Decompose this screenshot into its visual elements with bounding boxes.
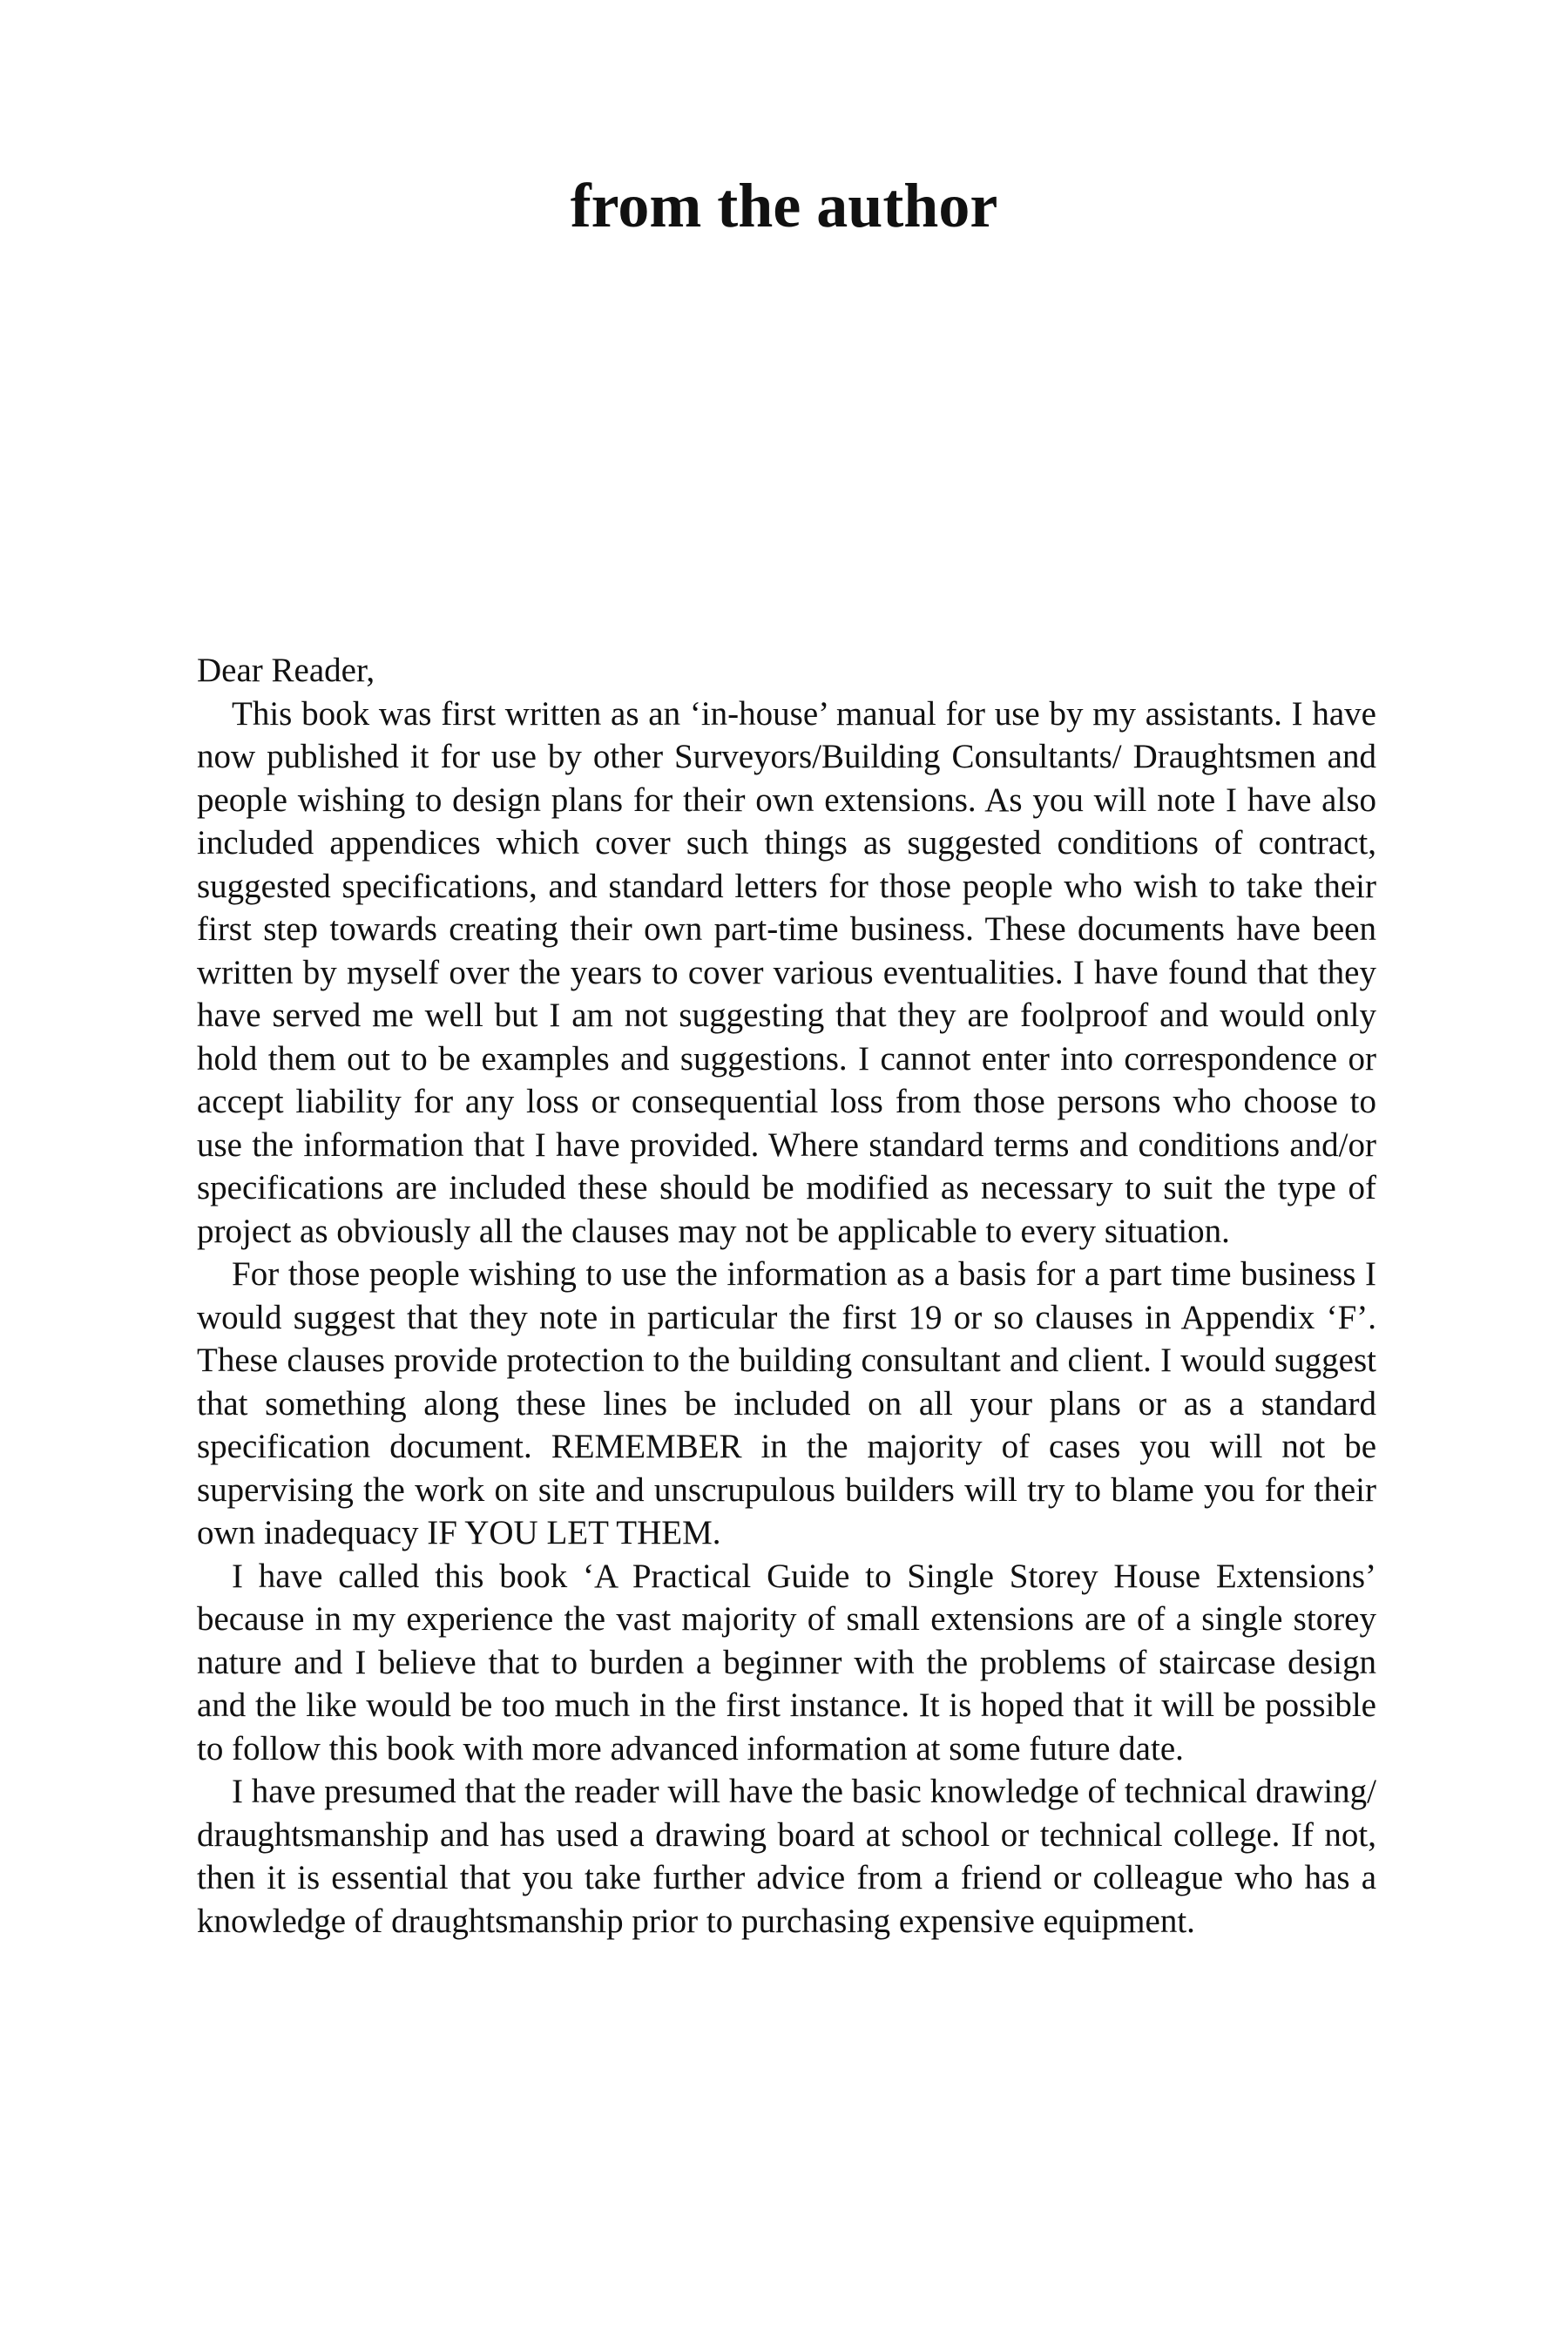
salutation: Dear Reader, [197, 652, 375, 689]
paragraph-intro: This book was first written as an ‘in-house’ manual for use by my assistants. I have now published it for use by other Surveyors/Building Consultants/ Draughtsmen and people wishing to design plans for their own extensions. As you will note I have also included appendices which cover such things as suggested conditions of contract, suggested specifications, and standard letters for those people who wish to take their first step towards creating their own part-time business. These documents have been written by myself over the years to cover various eventualities. I have found that they have served me well but I am not suggesting that they are foolproof and would only hold them out to be examples and suggestions. I cannot enter into correspondence or accept liability for any loss or consequential loss from those persons who choose to use the information that I have provided. Where standard terms and conditions and/or specifications are included these should be modified as necessary to suit the type of project as obviously all the clauses may not be applicable to every situation. [197, 694, 1376, 1250]
paragraph-part-time-business: For those people wishing to use the information as a basis for a part time business I would suggest that they note in particular the first 19 or so clauses in Appendix ‘F’. These clauses provide protection to the building consultant and client. I would suggest that something along these lines be included on all your plans or as a standard specification document. REMEMBER in the majority of cases you will not be supervising the work on site and unscrupulous builders will try to blame you for their own inadequacy IF YOU LET THEM. [197, 1255, 1376, 1551]
letter-body [197, 649, 1376, 1943]
page-title: from the author [570, 171, 998, 240]
paragraph-prior-knowledge: I have presumed that the reader will have the basic knowledge of technical drawing/ draughtsmanship and has used a drawing board at school or technical college. If not, then it is essential that you take further advice from a friend or colleague who has a knowledge of draughtsmanship prior to purchasing expensive equipment. [197, 1773, 1376, 1940]
paragraph-book-title: I have called this book ‘A Practical Guide to Single Storey House Extensions’ because in my experience the vast majority of small extensions are of a single storey nature and I believe that to burden a beginner with the problems of staircase design and the like would be too much in the first instance. It is hoped that it will be possible to follow this book with more advanced information at some future date. [197, 1557, 1376, 1767]
